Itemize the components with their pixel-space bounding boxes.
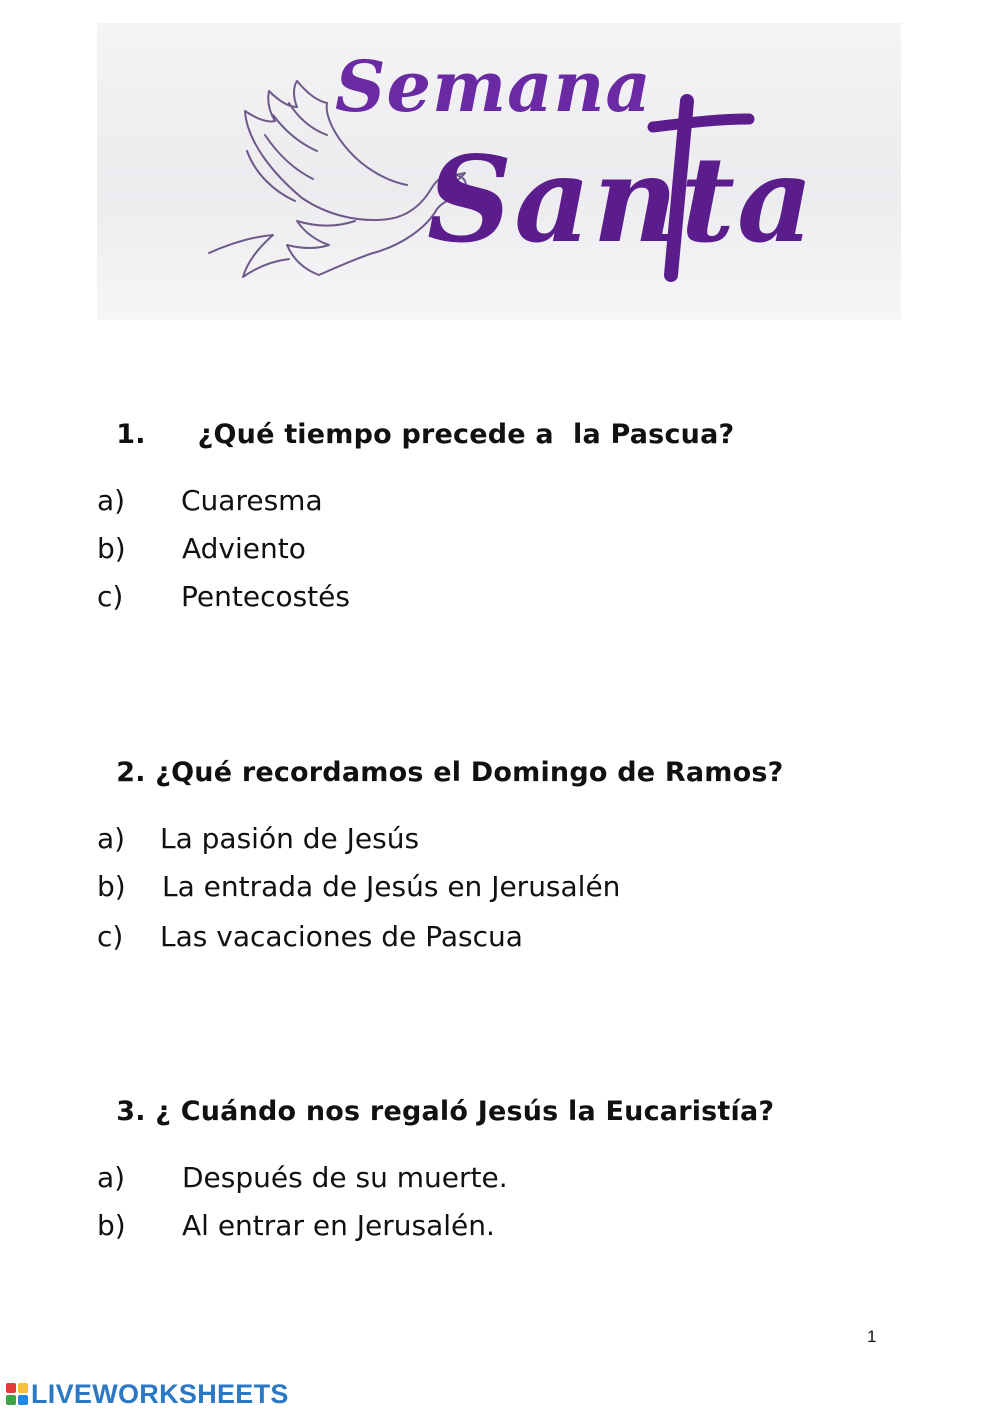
option-text[interactable]: Pentecostés: [181, 580, 350, 613]
question-number: 1.: [116, 419, 146, 450]
page-number: 1: [867, 1327, 877, 1346]
liveworksheets-tiles-icon: [6, 1383, 28, 1405]
option-letter: b): [97, 870, 126, 903]
option-letter: b): [97, 1209, 126, 1242]
option-text[interactable]: La entrada de Jesús en Jerusalén: [162, 870, 621, 903]
option-text[interactable]: Cuaresma: [181, 484, 323, 517]
question-3: [97, 1065, 774, 1127]
option-letter: a): [97, 484, 126, 517]
option-text[interactable]: Adviento: [182, 532, 306, 565]
banner-title-line2: Santa: [427, 130, 816, 269]
question-text: ¿Qué recordamos el Domingo de Ramos?: [155, 757, 784, 788]
banner-title-line1: Semana: [335, 45, 652, 128]
question-text: ¿ Cuándo nos regaló Jesús la Eucaristía?: [155, 1096, 775, 1127]
option-text[interactable]: Al entrar en Jerusalén.: [182, 1209, 495, 1242]
option-letter: a): [97, 822, 126, 855]
question-1: [97, 388, 734, 450]
question-number: 2.: [116, 757, 146, 788]
option-letter: c): [97, 580, 124, 613]
option-letter: a): [97, 1161, 126, 1194]
question-number: 3.: [116, 1096, 146, 1127]
question-2: [97, 726, 784, 788]
option-letter: b): [97, 532, 126, 565]
option-text[interactable]: Las vacaciones de Pascua: [160, 920, 523, 953]
liveworksheets-brand: LIVEWORKSHEETS: [31, 1378, 289, 1409]
question-text: ¿Qué tiempo precede a la Pascua?: [197, 419, 735, 450]
option-text[interactable]: La pasión de Jesús: [160, 822, 420, 855]
option-text[interactable]: Después de su muerte.: [182, 1161, 508, 1194]
semana-santa-banner: [97, 23, 901, 320]
liveworksheets-logo[interactable]: [6, 1379, 289, 1409]
option-letter: c): [97, 920, 124, 953]
